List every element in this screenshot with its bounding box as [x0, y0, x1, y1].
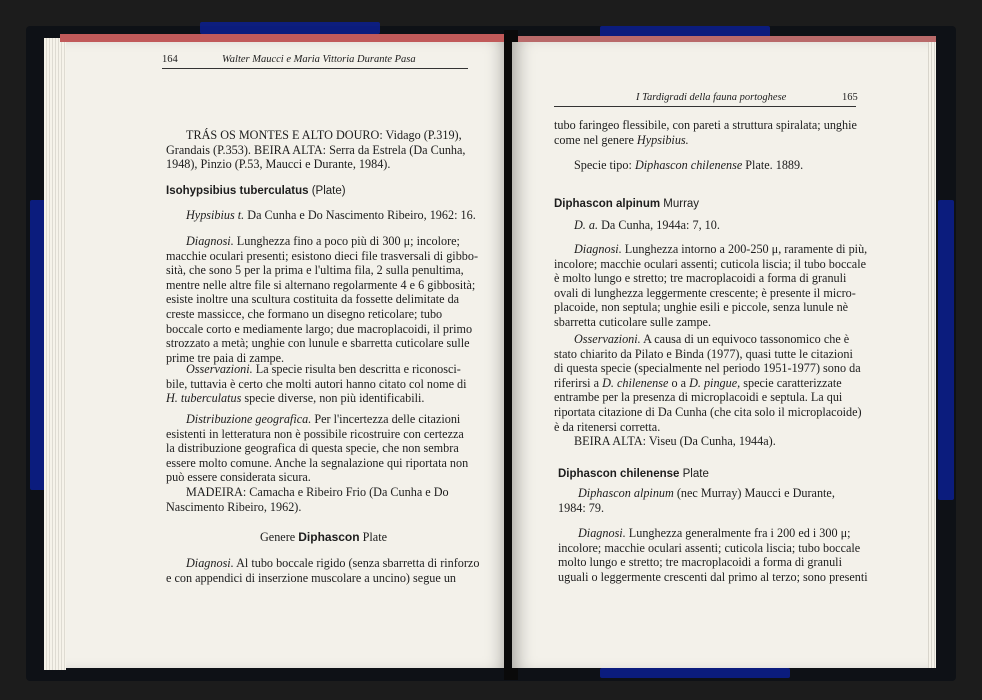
synonym-line-2: D. a. Da Cunha, 1944a: 7, 10.: [574, 218, 720, 232]
type-species-line: Specie tipo: Diphascon chilenense Plate. 1889.: [574, 158, 804, 172]
distribution-isohypsibius: Distribuzione geografica. Per l'incertezza delle citazioni esistenti in letteratura non è possibile ricostruire con certezza la distribuzione geografica di questa specie, che non sembra essere molto comune. Anche la segnalazione qui riportata non può essere considerata sicura. MADEIRA: Camacha e Ribeiro Frio (Da Cunha e Do Nascimento Ribeiro, 1962).: [166, 412, 469, 514]
page-edges-left: [44, 38, 66, 670]
paragraph-distribution-portugal: TRÁS OS MONTES E ALTO DOURO: Vidago (P.319), Grandais (P.353). BEIRA ALTA: Serra da Estrela (Da Cunha, 1948), Pinzio (P.53, Maucci e Durante, 1984).: [166, 128, 466, 172]
marbled-edge-bottom: [600, 668, 790, 678]
observations-diphascon-alpinum: Osservazioni. A causa di un equivoco tassonomico che è stato chiarito da Pilato e Binda (1977), quasi tutte le citazioni di questa specie (specialmente nel periodo 1951-1977) sono da riferirsi a D. chilenense o a D. pingue, specie caratterizzate entrambe per la presenza di microplacoidi e septula. La qui riportata citazione di Da Cunha (che cita solo il microplacoide) è da ritenersi corretta. BEIRA ALTA: Viseu (Da Cunha, 1944a).: [554, 332, 862, 449]
species-heading-isohypsibius: Isohypsibius tuberculatus (Plate): [166, 185, 346, 197]
left-page: [66, 42, 508, 668]
page-number-left: 164: [162, 54, 178, 65]
species-heading-diphascon-chilenense: Diphascon chilenense Plate: [558, 468, 709, 480]
diagnosis-isohypsibius: Diagnosi. Lunghezza fino a poco più di 300 μ; incolore; macchie oculari presenti; esistono dieci file trasversali di gibbo- sità, che sono 5 per la prima e l'ultima fila, 2 sulla penultima, mentre nelle altre file si alternano regolarmente 4 e 6 gibbosità; esiste inoltre una scultura costituita da fossette delimitate da creste massicce, che formano un disegno reticolare; tubo boccale corto e mediamente largo; due macroplacoidi, il primo strozzato a metà; unghie con lunule e sbarretta cuticolare sulle prime tre paia di zampe.: [166, 234, 479, 365]
synonym-line-3: Diphascon alpinum (nec Murray) Maucci e Durante, 1984: 79.: [558, 486, 835, 515]
header-rule-right: [554, 106, 856, 107]
right-page: [512, 42, 928, 668]
genus-diagnosis: Diagnosi. Al tubo boccale rigido (senza sbarretta di rinforzo e con appendici di inserzione muscolare a uncino) segue un: [166, 556, 480, 585]
diagnosis-diphascon-alpinum: Diagnosi. Lunghezza intorno a 200-250 μ, raramente di più, incolore; macchie oculari assenti; cuticola liscia; il tubo boccale è molto lungo e stretto; tre macroplacoidi a forma di granuli ovali di lunghezza leggermente crescente; è presente il micro- placoide, non septula; unghie esili e piccole, senza lunule nè sbarretta cuticolare sulle zampe.: [554, 242, 868, 329]
running-head-left: Walter Maucci e Maria Vittoria Durante Pasa: [222, 54, 416, 65]
marbled-edge-right: [938, 200, 954, 500]
header-rule-left: [162, 68, 468, 69]
marbled-edge-top-left: [200, 22, 380, 34]
genus-diagnosis-continued: tubo faringeo flessibile, con pareti a struttura spiralata; unghie come nel genere Hypsibius.: [554, 118, 857, 147]
synonym-line-1: Hypsibius t. Da Cunha e Do Nascimento Ribeiro, 1962: 16.: [186, 208, 476, 222]
species-heading-diphascon-alpinum: Diphascon alpinum Murray: [554, 198, 700, 210]
diagnosis-diphascon-chilenense: Diagnosi. Lunghezza generalmente fra i 200 ed i 300 μ; incolore; macchie oculari assenti; cuticola liscia; tubo boccale molto lungo e stretto; tre macroplacoidi a forma di granuli uguali o leggermente crescenti dal primo al terzo; sono presenti: [558, 526, 868, 584]
observations-isohypsibius: Osservazioni. La specie risulta ben descritta e riconosci- bile, tuttavia è certo che molti autori hanno citato col nome di H. tuberculatus specie diverse, non più identificabili.: [166, 362, 467, 406]
running-head-right: I Tardigradi della fauna portoghese: [636, 92, 787, 103]
page-number-right: 165: [842, 92, 858, 103]
red-top-edge-left: [60, 34, 508, 42]
genus-heading-diphascon: Genere Diphascon Plate: [260, 530, 387, 544]
